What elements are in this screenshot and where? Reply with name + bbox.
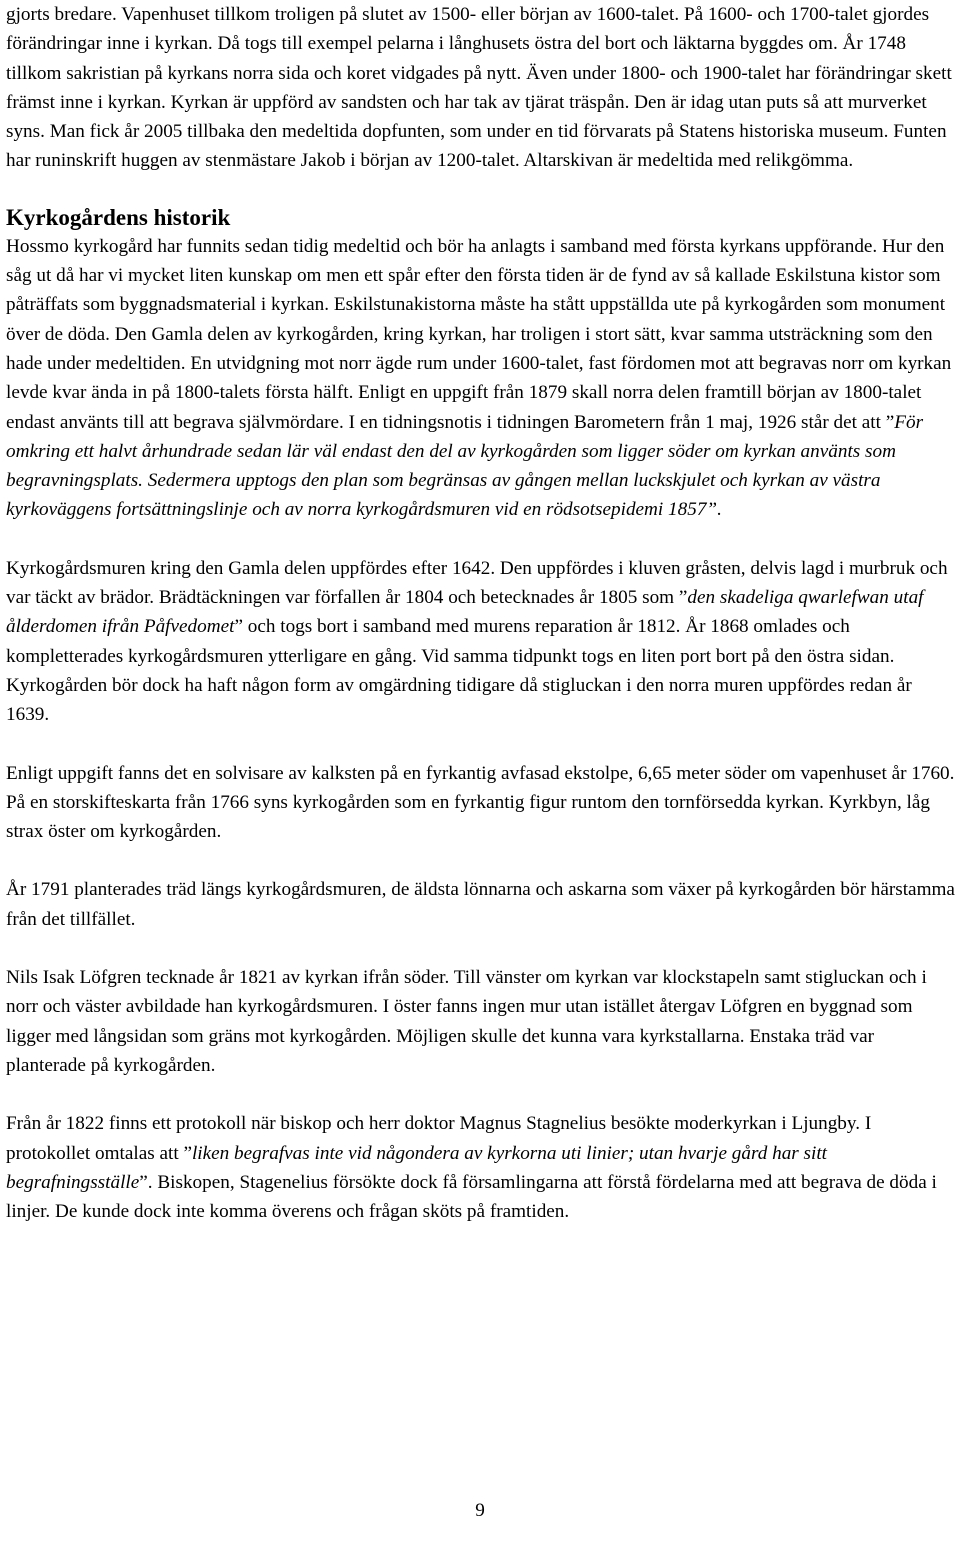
intro-paragraph: gjorts bredare. Vapenhuset tillkom troligen på slutet av 1500- eller början av 1600-talet. På 1600- och 1700-talet gjordes förändringar inne i kyrkan. Då togs till exempel pelarna i långhusets östra del bort och läktarna byggdes om. År 1748 tillkom sakristian på kyrkans norra sida och koret vidgades på nytt. Även under 1800- och 1900-talet har förändringar skett främst inne i kyrkan. Kyrkan är uppförd av sandsten och har tak av tjärat träspån. Den är idag utan puts så att murverket syns. Man fick år 2005 tillbaka den medeltida dopfunten, som under en tid förvarats på Statens historiska museum. Funten har runinskrift huggen av stenmästare Jakob i början av 1200-talet. Altarskivan är medeltida med relikgömma.: [6, 4, 952, 172]
paragraph-lofgren: Nils Isak Löfgren tecknade år 1821 av kyrkan ifrån söder. Till vänster om kyrkan var klockstapeln samt stigluckan och i norr och väster avbildade han kyrkogårdsmuren. I öster fanns ingen mur utan istället återgav Löfgren en byggnad som ligger med långsidan som gräns mot kyrkogården. Möjligen skulle det kunna vara kyrkstallarna. Enstaka träd var planterade på kyrkogården.: [6, 967, 927, 1076]
paragraph-wall-text-b: ” och togs bort i samband med murens reparation år 1812. År 1868 omlades och kompletterades kyrkogårdsmuren ytterligare en gång. Vid samma tidpunkt togs en liten port bort på den östra sidan. Kyrkogården bör dock ha haft någon form av omgärdning tidigare då stigluckan i den norra muren uppfördes redan år 1639.: [6, 616, 912, 726]
wall-quote: den skadeliga qwarlefwan utaf ålderdomen ifrån Påfvedomet: [6, 587, 924, 638]
paragraph-wall: [6, 554, 956, 730]
page-number: 9: [475, 1500, 485, 1521]
paragraph-history: [6, 232, 956, 525]
paragraph-protocol-text-a: Från år 1822 finns ett protokoll när biskop och herr doktor Magnus Stagnelius besökte moderkyrkan i Ljungby. I protokollet omtalas att ”: [6, 1113, 872, 1164]
section-heading: Kyrkogårdens historik: [6, 204, 231, 230]
paragraph-trees: År 1791 planterades träd längs kyrkogårdsmuren, de äldsta lönnarna och askarna som växer på kyrkogården bör härstamma från det tillfället.: [6, 879, 955, 930]
paragraph-history-text: Hossmo kyrkogård har funnits sedan tidig medeltid och bör ha anlagts i samband med första kyrkans uppförande. Hur den såg ut då har vi mycket liten kunskap om men ett spår efter den första tiden är de fynd av så kallade Eskilstuna kistor som påträffats som byggnadsmaterial i kyrkan. Eskilstunakistorna måste ha stått uppställda ute på kyrkogården som monument över de döda. Den Gamla delen av kyrkogården, kring kyrkan, har troligen i stort sätt, kvar samma utsträckning som den hade under medeltiden. En utvidgning mot norr ägde rum under 1600-talet, fast fördomen mot att begravas norr om kyrkan levde kvar ända in på 1800-talets första hälft. Enligt en uppgift från 1879 skall norra delen framtill början av 1800-talet endast använts till att begrava självmördare. I en tidningsnotis i tidningen Barometern från 1 maj, 1926 står det att ”: [6, 235, 952, 433]
paragraph-sundial: Enligt uppgift fanns det en solvisare av kalksten på en fyrkantig avfasad ekstolpe, 6,65 meter söder om vapenhuset år 1760. På en storskifteskarta från 1766 syns kyrkogården som en fyrkantig figur runtom den tornförsedda kyrkan. Kyrkbyn, låg strax öster om kyrkogården.: [6, 762, 955, 843]
document-page: [6, 0, 956, 1226]
paragraph-protocol-text-b: ”. Biskopen, Stagenelius försökte dock få församlingarna att förstå fördelarna med att begrava de döda i linjer. De kunde dock inte komma överens och frågan sköts på framtiden.: [6, 1171, 937, 1223]
paragraph-wall-text-a: Kyrkogårdsmuren kring den Gamla delen uppfördes efter 1642. Den uppfördes i kluven gråsten, delvis lagd i murbruk och var täckt av brädor. Brädtäckningen var förfallen år 1804 och betecknades år 1805 som ”: [6, 557, 948, 609]
protocol-quote: liken begrafvas inte vid någondera av kyrkorna uti linier; utan hvarje gård har sitt begrafningsställe: [6, 1142, 828, 1193]
paragraph-protocol: [6, 1109, 956, 1226]
newspaper-quote: För omkring ett halvt århundrade sedan lär väl endast den del av kyrkogården som ligger söder om kyrkan använts som begravningsplats. Sedermera upptogs den plan som begränsas av gången mellan luckskjulet och kyrkan av västra kyrkoväggens fortsättningslinje och av norra kyrkogårdsmuren vid en rödsotsepidemi 1857”.: [6, 411, 924, 521]
